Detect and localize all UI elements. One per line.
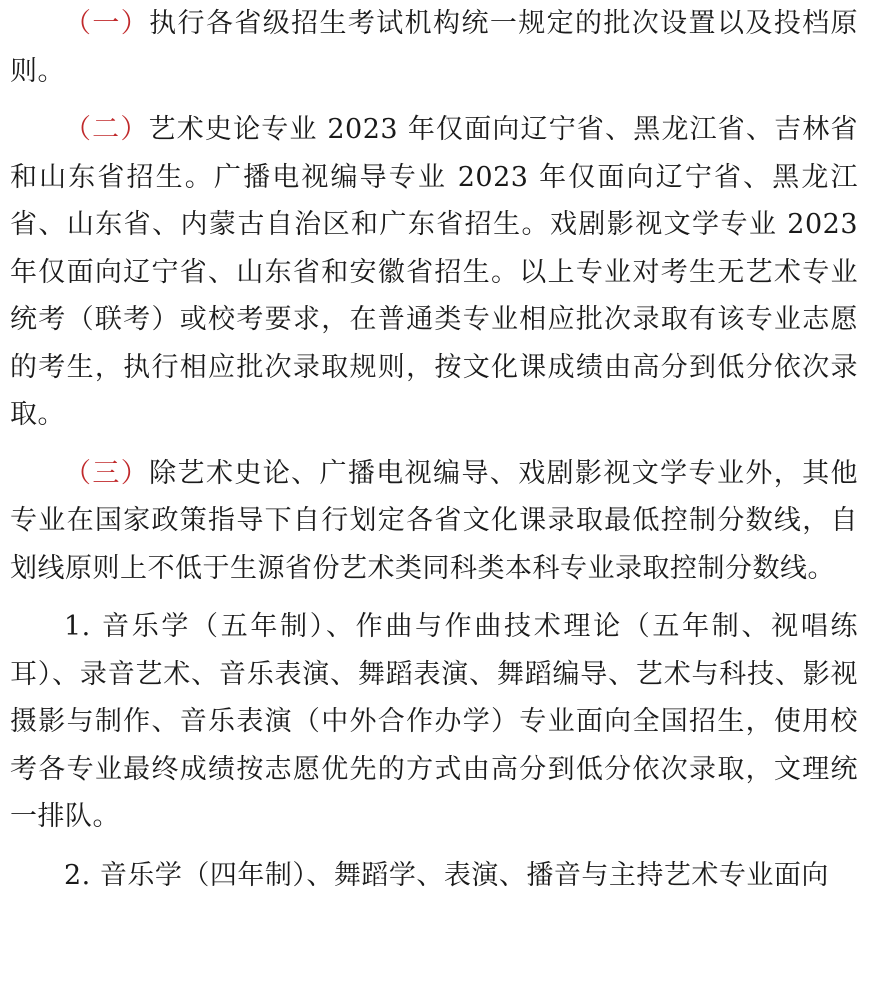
paragraph-text: 除艺术史论、广播电视编导、戏剧影视文学专业外，其他专业在国家政策指导下自行划定各省文化课录取最低控制分数线，自划线原则上不低于生源省份艺术类同科类本科专业录取控制分数线。 (10, 457, 859, 584)
paragraph-4 (10, 603, 858, 841)
paragraph-text: 艺术史论专业 2023 年仅面向辽宁省、黑龙江省、吉林省和山东省招生。广播电视编导专业 2023 年仅面向辽宁省、黑龙江省、山东省、内蒙古自治区和广东省招生。戏剧影视文学专业 2023 年仅面向辽宁省、山东省和安徽省招生。以上专业对考生无艺术专业统考（联考）或校考要求，在普通类专业相应批次录取有该专业志愿的考生，执行相应批次录取规则，按文化课成绩由高分到低分依次录取。 (10, 114, 859, 430)
paragraph-marker: （二） (64, 114, 149, 145)
paragraph-text: 执行各省级招生考试机构统一规定的批次设置以及投档原则。 (10, 8, 859, 87)
paragraph-1 (10, 0, 858, 95)
paragraph-2 (10, 106, 858, 439)
paragraph-3 (10, 450, 858, 593)
paragraph-text: 2. 音乐学（四年制）、舞蹈学、表演、播音与主持艺术专业面向 (64, 859, 829, 891)
paragraph-5 (10, 852, 858, 900)
paragraph-marker: （一） (64, 8, 150, 39)
paragraph-marker: （三） (64, 457, 150, 489)
paragraph-text: 1. 音乐学（五年制）、作曲与作曲技术理论（五年制、视唱练耳）、录音艺术、音乐表演、舞蹈表演、舞蹈编导、艺术与科技、影视摄影与制作、音乐表演（中外合作办学）专业面向全国招生，使用校考各专业最终成绩按志愿优先的方式由高分到低分依次录取，文理统一排队。 (10, 611, 858, 832)
